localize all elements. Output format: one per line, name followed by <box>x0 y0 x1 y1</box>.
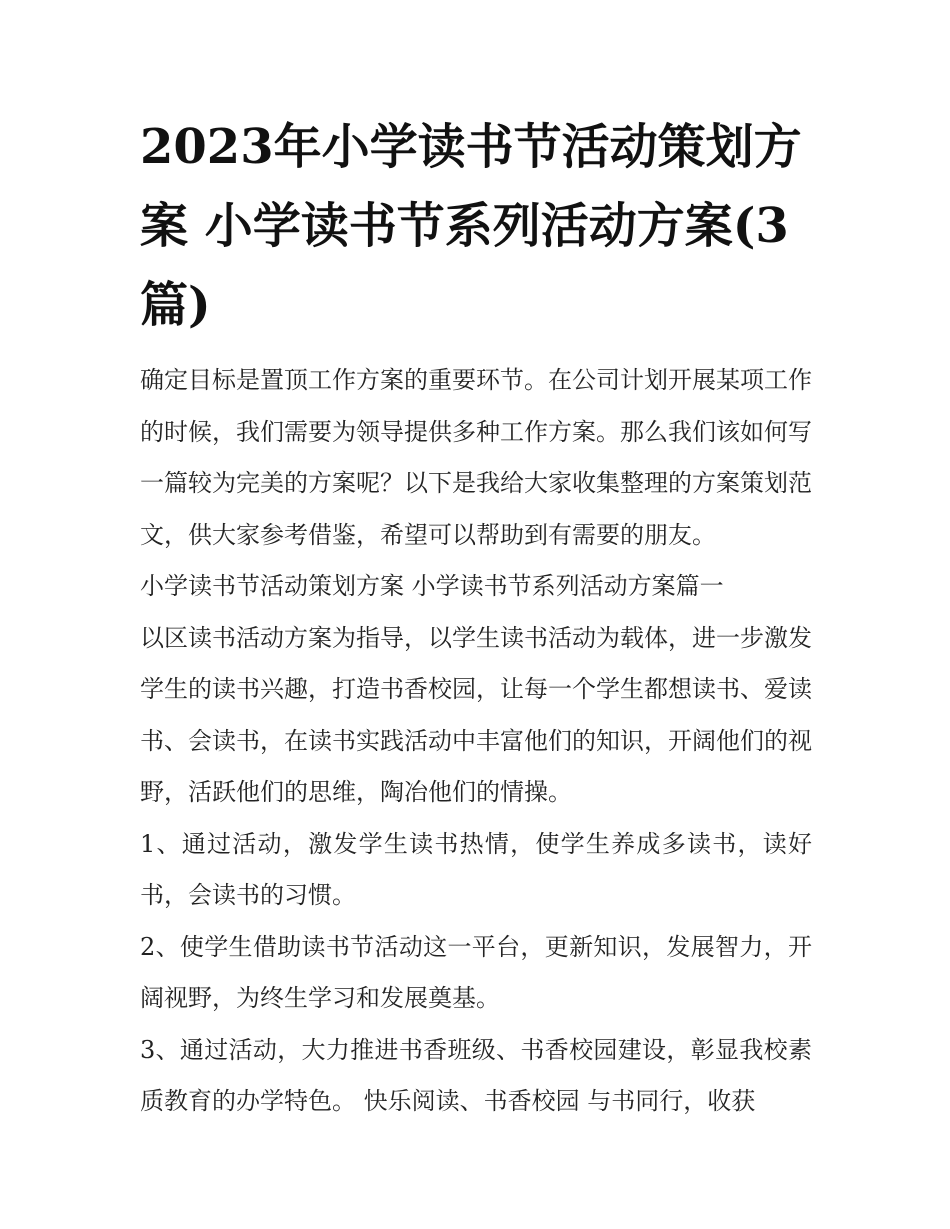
goal-item-3: 3、通过活动，大力推进书香班级、书香校园建设，彰显我校素质教育的办学特色。 快乐阅读、书香校园 与书同行，收获 <box>140 1035 812 1115</box>
document-title: 2023年小学读书节活动策划方案 小学读书节系列活动方案(3篇) <box>140 119 802 333</box>
document-body <box>140 108 812 1128</box>
guiding-paragraph: 以区读书活动方案为指导，以学生读书活动为载体，进一步激发学生的读书兴趣，打造书香校园，让每一个学生都想读书、爱读书、会读书，在读书实践活动中丰富他们的知识，开阔他们的视野，活跃他们的思维，陶冶他们的情操。 <box>140 623 812 806</box>
section-heading: 小学读书节活动策划方案 小学读书节系列活动方案篇一 <box>140 572 724 600</box>
intro-paragraph: 确定目标是置顶工作方案的重要环节。在公司计划开展某项工作的时候，我们需要为领导提供多种工作方案。那么我们该如何写一篇较为完美的方案呢？以下是我给大家收集整理的方案策划范文，供大家参考借鉴，希望可以帮助到有需要的朋友。 <box>140 366 812 549</box>
goal-item-2: 2、使学生借助读书节活动这一平台，更新知识，发展智力，开阔视野，为终生学习和发展奠基。 <box>140 932 812 1012</box>
goal-item-1: 1、通过活动，激发学生读书热情，使学生养成多读书，读好书，会读书的习惯。 <box>140 829 812 909</box>
